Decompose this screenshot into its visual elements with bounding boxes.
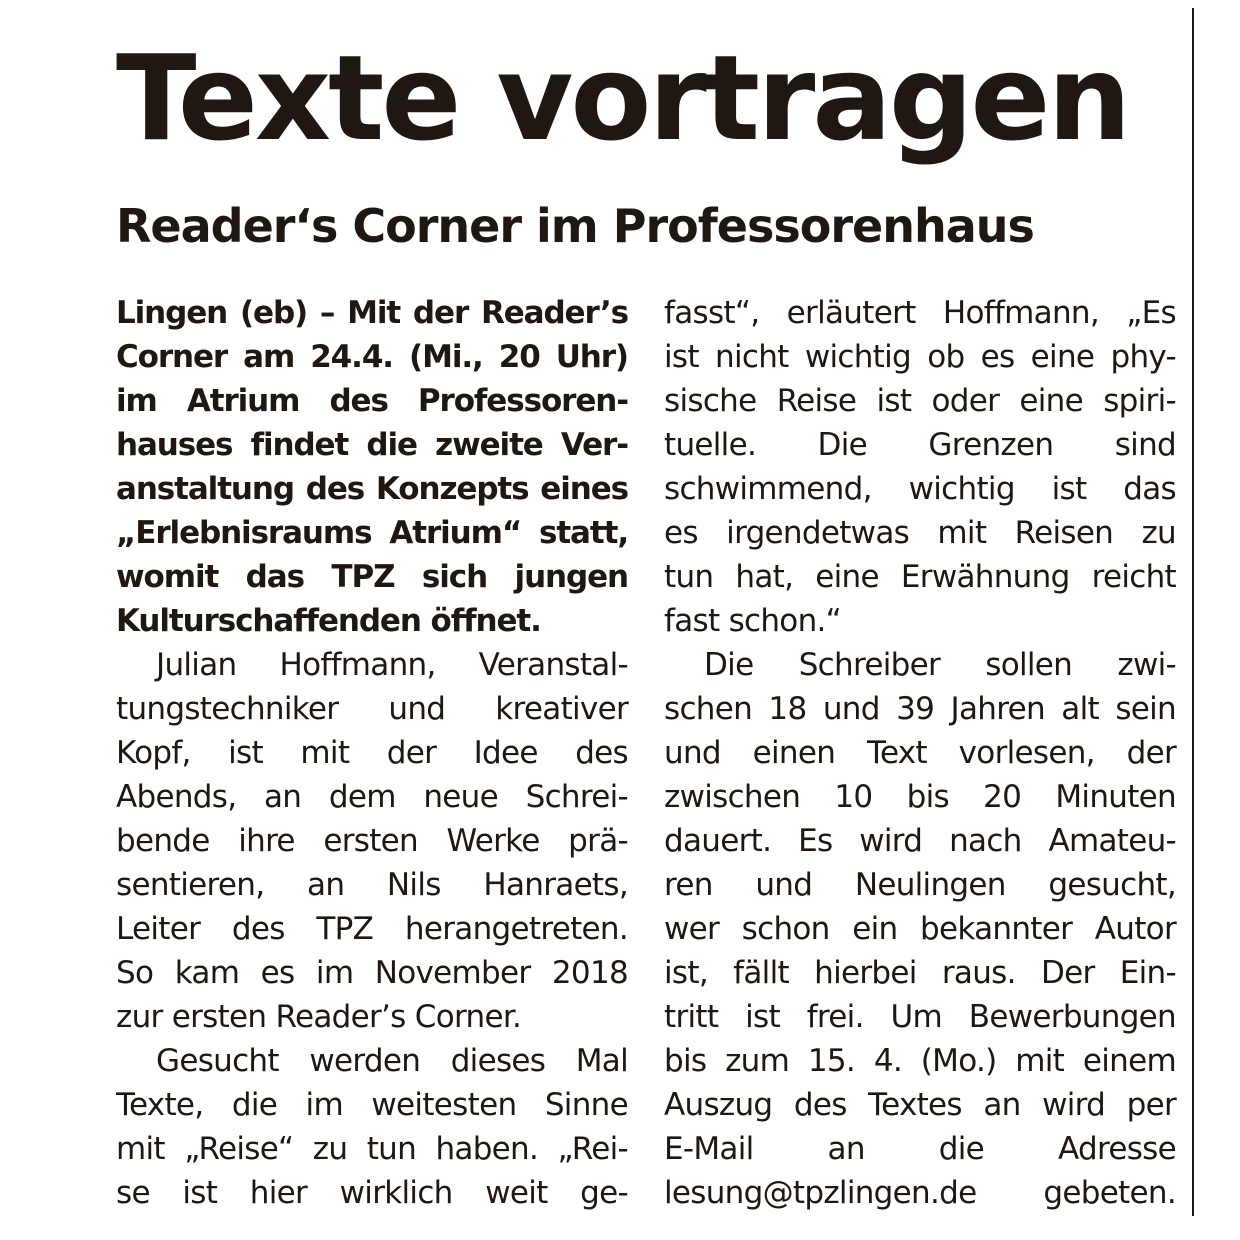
body-line: Gesucht werden dieses Mal — [156, 1043, 628, 1079]
lead-line: Kulturschaffenden öffnet. — [116, 603, 541, 639]
column-rule — [1192, 8, 1194, 1216]
body-line: schen 18 und 39 Jahren alt sein — [664, 691, 1176, 727]
body-line: se ist hier wirklich weit ge- — [116, 1175, 628, 1211]
lead-line: im Atrium des Professoren- — [116, 383, 628, 419]
text-column-right — [664, 291, 1176, 1215]
text-column-left — [116, 291, 628, 1215]
lead-line: anstaltung des Konzepts eines — [116, 471, 628, 507]
body-line: tun hat, eine Erwähnung reicht — [664, 559, 1176, 595]
body-line: sentieren, an Nils Hanraets, — [116, 867, 628, 903]
body-line: wer schon ein bekannter Autor — [664, 911, 1176, 947]
body-line: es irgendetwas mit Reisen zu — [664, 515, 1176, 551]
body-line: ist nicht wichtig ob es eine phy- — [664, 339, 1176, 375]
body-line: tritt ist frei. Um Bewerbungen — [664, 999, 1176, 1035]
lead-line: „Erlebnisraums Atrium“ statt, — [116, 515, 628, 551]
body-line: tungstechniker und kreativer — [116, 691, 628, 727]
body-line: schwimmend, wichtig ist das — [664, 471, 1176, 507]
body-line: Kopf, ist mit der Idee des — [116, 735, 628, 771]
body-line: Julian Hoffmann, Veranstal- — [156, 647, 628, 683]
body-line: tuelle. Die Grenzen sind — [664, 427, 1176, 463]
body-line: dauert. Es wird nach Amateu- — [664, 823, 1176, 859]
body-line: Leiter des TPZ herangetreten. — [116, 911, 628, 947]
body-line: und einen Text vorlesen, der — [664, 735, 1176, 771]
body-line: zwischen 10 bis 20 Minuten — [664, 779, 1176, 815]
lead-line: womit das TPZ sich jungen — [116, 559, 628, 595]
body-line: ren und Neulingen gesucht, — [664, 867, 1176, 903]
body-line: Abends, an dem neue Schrei- — [116, 779, 628, 815]
body-line: ist, fällt hierbei raus. Der Ein- — [664, 955, 1176, 991]
body-line: mit „Reise“ zu tun haben. „Rei- — [116, 1131, 628, 1167]
subheadline: Reader‘s Corner im Professorenhaus — [116, 199, 1034, 253]
body-line: Die Schreiber sollen zwi- — [704, 647, 1176, 683]
body-line: So kam es im November 2018 — [116, 955, 628, 991]
headline: Texte vortragen — [116, 29, 1129, 167]
lead-line: Corner am 24.4. (Mi., 20 Uhr) — [116, 339, 628, 375]
body-line: Texte, die im weitesten Sinne — [116, 1087, 628, 1123]
body-line: E-Mail an die Adresse — [664, 1131, 1176, 1167]
body-line: sische Reise ist oder eine spiri- — [664, 383, 1176, 419]
lead-line: hauses findet die zweite Ver- — [116, 427, 628, 463]
body-line: zur ersten Reader’s Corner. — [116, 999, 522, 1035]
body-line: fasst“, erläutert Hoffmann, „Es — [664, 295, 1176, 331]
body-line: bis zum 15. 4. (Mo.) mit einem — [664, 1043, 1176, 1079]
body-line: fast schon.“ — [664, 603, 842, 639]
email-line: lesung@tpzlingen.de gebeten. — [664, 1175, 1176, 1211]
body-line: bende ihre ersten Werke prä- — [116, 823, 628, 859]
lead-line: Lingen (eb) – Mit der Reader’s — [116, 295, 628, 331]
body-line: Auszug des Textes an wird per — [664, 1087, 1176, 1123]
